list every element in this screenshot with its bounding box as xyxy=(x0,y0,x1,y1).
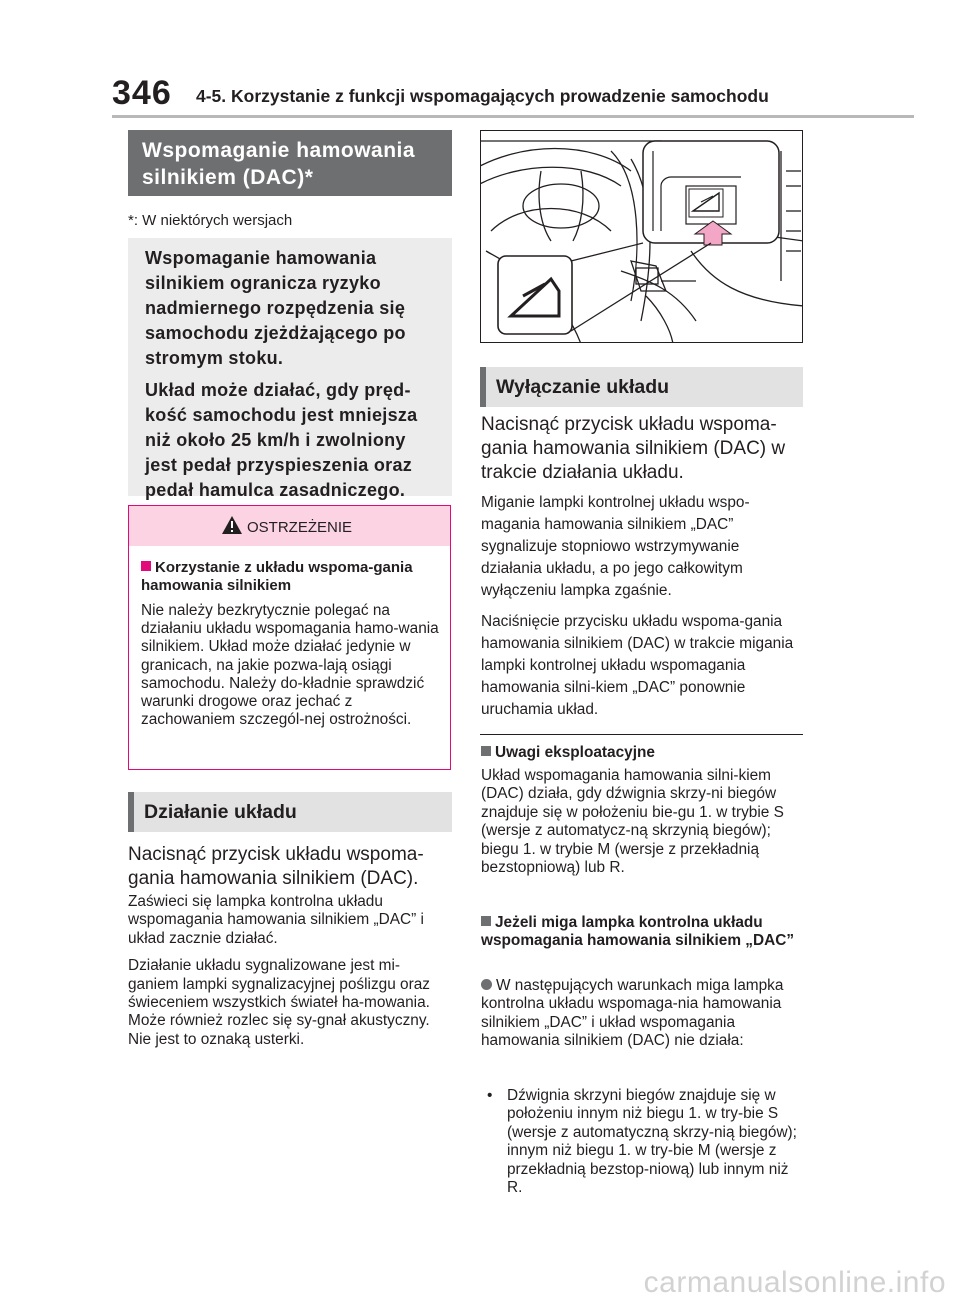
operation-paragraph: Zaświeci się lampka kontrolna układu wspomagania hamowania silnikiem „DAC” i układ zacznie działać. xyxy=(128,893,424,947)
dot-bullet-icon: • xyxy=(487,1087,493,1104)
operation-lead: Nacisnąć przycisk układu wspoma-gania hamowania silnikiem (DAC). xyxy=(128,844,424,889)
summary-paragraph: Wspomaganie hamowania silnikiem ogranicza ryzyko nadmiernego rozpędzenia się samochodu zjeżdżającego po stromym stoku. xyxy=(145,248,406,368)
blink-subitem xyxy=(481,1087,803,1197)
off-title: Wyłączanie układu xyxy=(480,367,803,407)
operation-paragraph: Działanie układu sygnalizowane jest mi-ganiem lampki sygnalizacyjnej poślizgu oraz świeceniem wszystkich świateł ha-mowania. Może również rozlec się sy-gnał akustyczny. Nie jest to oznaką usterki. xyxy=(128,957,430,1048)
blink-heading xyxy=(481,914,803,951)
notes-heading xyxy=(481,744,803,762)
blink-item xyxy=(481,977,803,1051)
off-paragraph: Naciśnięcie przycisku układu wspoma-gania hamowania silnikiem (DAC) w trakcie migania lampki kontrolnej układu wspomagania hamowania silni-kiem „DAC” ponownie uruchamia układ. xyxy=(481,613,794,718)
circle-bullet-icon xyxy=(481,979,492,990)
notes-body: Układ wspomagania hamowania silni-kiem (DAC) działa, gdy dźwignia skrzy-ni biegów znajduje się w położeniu bie-gu 1. w trybie S (wersje z automatycz-ną skrzynią biegów); biegu 1. w trybie M (wersje z przekładnią bezstopniową) lub R. xyxy=(481,767,784,877)
chapter-title: 4-5. Korzystanie z funkcji wspomagających prowadzenie samochodu xyxy=(196,86,769,106)
warning-subheading-text: Korzystanie z układu wspoma-gania hamowania silnikiem xyxy=(141,559,413,594)
warning-body: Nie należy bezkrytycznie polegać na działaniu układu wspomagania hamo-wania silnikiem. Układ może działać jedynie w granicach, na jakie pozwa-lają osiągi samochodu. Należy do-kładnie sprawdzić warunki drogowe oraz jechać z zachowaniem szczegól-nej ostrożności. xyxy=(141,602,439,729)
operation-text xyxy=(128,893,450,1058)
blink-subitem-text: Dźwignia skrzyni biegów znajduje się w położeniu innym niż biegu 1. w try-bie S (wersje z automatyczną skrzy-nią biegów); innym niż biegu 1. w try-bie M (wersje z przekładnią bezstop-niową) lub innym niż R. xyxy=(507,1087,797,1197)
warning-box xyxy=(128,505,451,770)
dashboard-drawing xyxy=(481,131,803,343)
off-lead: Nacisnąć przycisk układu wspoma-gania hamowania silnikiem (DAC) w trakcie działania układu. xyxy=(481,414,786,483)
notes-title: Uwagi eksploatacyjne xyxy=(495,744,655,761)
dashboard-illustration xyxy=(480,130,803,343)
section-divider xyxy=(480,734,803,735)
summary-paragraph: Układ może działać, gdy pręd-kość samochodu jest mniejsza niż około 25 km/h i zwolniony jest pedał przyspieszenia oraz pedał hamulca zasadniczego. xyxy=(145,380,418,500)
summary-box xyxy=(128,238,452,500)
square-bullet-icon xyxy=(141,561,151,571)
warning-subheading xyxy=(141,559,441,595)
square-bullet-icon xyxy=(481,916,491,926)
blink-title: Jeżeli miga lampka kontrolna układu wspomagania hamowania silnikiem „DAC” xyxy=(481,914,795,950)
blink-item-text: W następujących warunkach miga lampka kontrolna układu wspomaga-nia hamowania silnikiem „DAC” i układ wspomagania hamowania silnikiem (DAC) nie działa: xyxy=(481,977,784,1050)
watermark: carmanualsonline.info xyxy=(643,1266,946,1299)
dac-button-icon xyxy=(689,189,723,217)
page-number: 346 xyxy=(112,74,172,112)
header-divider xyxy=(112,115,914,118)
operation-title: Działanie układu xyxy=(128,792,452,832)
warning-label: OSTRZEŻENIE xyxy=(247,519,353,536)
off-text xyxy=(481,492,803,730)
version-note: *: W niektórych wersjach xyxy=(128,212,293,229)
section-title: Wspomaganie hamowania silnikiem (DAC)* xyxy=(128,130,452,196)
warning-triangle-icon xyxy=(221,515,243,535)
off-paragraph: Miganie lampki kontrolnej układu wspo-magania hamowania silnikiem „DAC” sygnalizuje stopniowo wstrzymywanie działania układu, a po jego całkowitym wyłączeniu lampka zgaśnie. xyxy=(481,494,750,599)
square-bullet-icon xyxy=(481,746,491,756)
